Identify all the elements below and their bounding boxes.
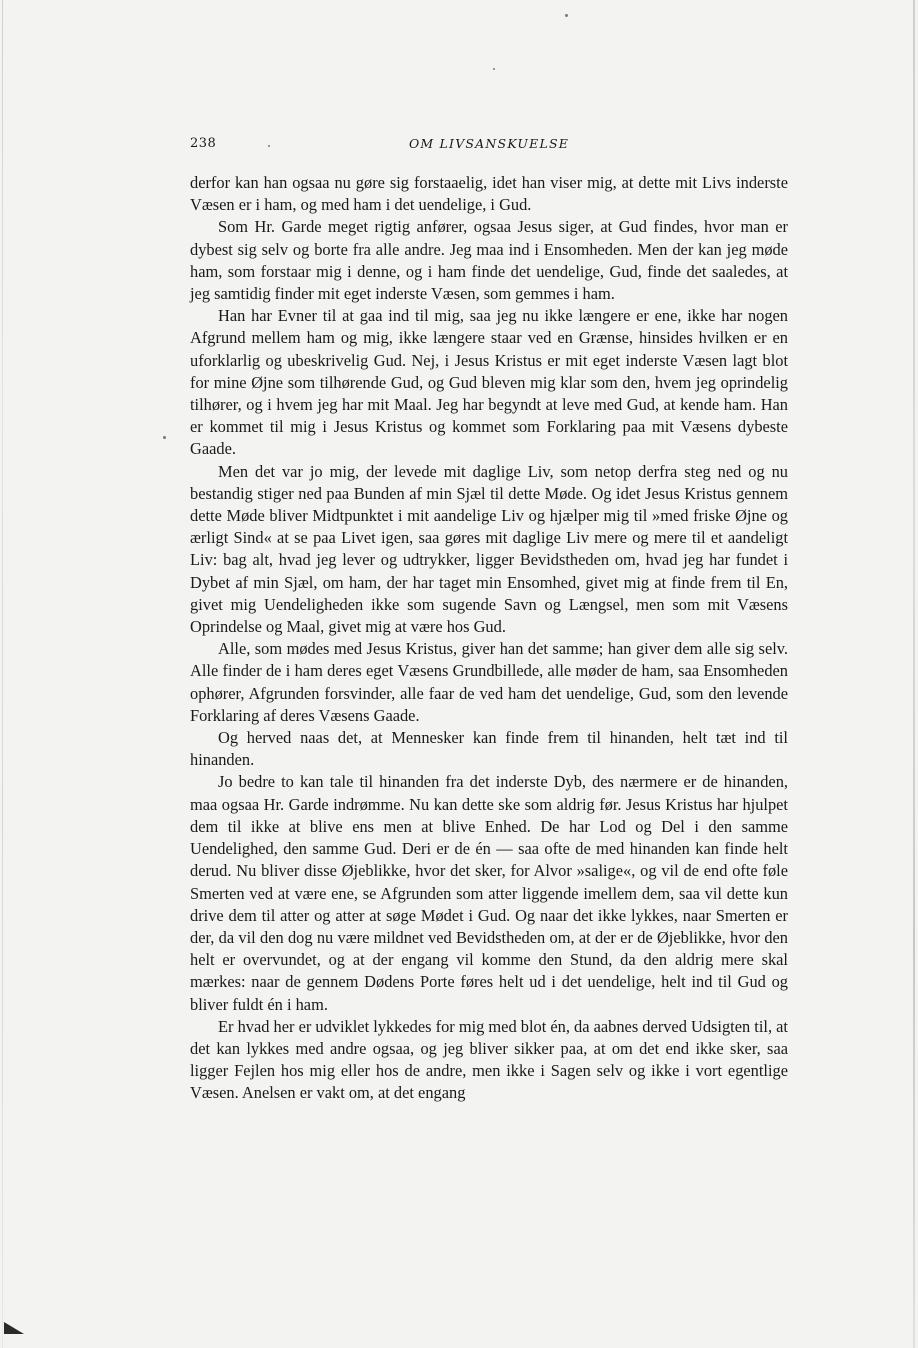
running-head xyxy=(190,132,788,158)
paragraph: Alle, som mødes med Jesus Kristus, giver han det samme; han giver dem alle sig selv. Alle finder de i ham deres eget Væsens Grundbillede, alle møder de ham, saa Ensomheden ophører, Afgrunden forsvinder, alle faar de ved ham det uendelige, Gud, som den levende Forklaring af deres Væsens Gaade. xyxy=(190,639,788,725)
scan-speck xyxy=(493,68,495,70)
book-page xyxy=(190,132,788,1105)
paragraph: Men det var jo mig, der levede mit daglige Liv, som netop derfra steg ned og nu bestandig stiger ned paa Bunden af min Sjæl til dette Møde. Og idet Jesus Kristus gennem dette Møde bliver Midtpunktet i mit aandelige Liv og hjælper mig til »med friske Øjne og ærligt Sind« at se paa Livet igen, saa gøres mit daglige Liv mere og mere til et aandeligt Liv: bag alt, hvad jeg lever og udtrykker, ligger Bevidstheden om, hvad jeg har fundet i Dybet af min Sjæl, om ham, der har taget min Ensomhed, givet mig at finde frem til En, givet mig Uendeligheden ikke som sugende Savn og Længsel, men som mit Væsens Oprindelse og Maal, givet mig at være hos Gud. xyxy=(190,461,788,637)
body-text xyxy=(190,172,788,1105)
paragraph: derfor kan han ogsaa nu gøre sig forstaaelig, idet han viser mig, at dette mit Livs inderste Væsen er i ham, og med ham i det uendelige, i Gud. xyxy=(190,173,788,215)
scan-speck xyxy=(163,436,166,439)
paragraph: Jo bedre to kan tale til hinanden fra det inderste Dyb, des nærmere er de hinanden, maa ogsaa Hr. Garde indrømme. Nu kan dette ske som aldrig før. Jesus Kristus har hjulpet dem til ikke at blive ens men at blive Enhed. De har Lod og Del i den samme Uendelighed, den samme Gud. Deri er de én — saa ofte de med hinanden kan finde helt derud. Nu bliver disse Øjeblikke, hvor det sker, for Alvor »salige«, og vil de end ofte føle Smerten ved at være ene, se Afgrunden som atter liggende imellem dem, saa vil dette kun drive dem til atter og atter at søge Mødet i Gud. Og naar det ikke lykkes, naar Smerten er der, da vil den dog nu være mildnet ved Bevidstheden om, at der er de Øjeblikke, hvor den helt er overvundet, og at der engang vil komme den Stund, da den aldrig mere skal mærkes: naar de gennem Dødens Porte føres helt ud i det uendelige, helt ind til Gud og bliver fuldt én i ham. xyxy=(190,772,788,1014)
scan-left-edge xyxy=(2,0,3,1348)
scan-corner-mark xyxy=(4,1322,24,1334)
paragraph: Han har Evner til at gaa ind til mig, saa jeg nu ikke længere er ene, ikke har nogen Afgrund mellem ham og mig, ikke længere staar ved en Grænse, hinsides hvilken er en uforklarlig og ubeskrivelig Gud. Nej, i Jesus Kristus er mit eget inderste Væsen lagt blot for mine Øjne som tilhørende Gud, og Gud bleven mig klar som den, hvem jeg oprindelig tilhører, og i hvem jeg har mit Maal. Jeg har begyndt at leve med Gud, at kende ham. Han er kommet til mig i Jesus Kristus og kommet som Forklaring paa mit Væsens dybeste Gaade. xyxy=(190,306,788,459)
running-title: OM LIVSANSKUELSE xyxy=(408,136,570,151)
page-number: 238 xyxy=(190,136,217,151)
paragraph: Som Hr. Garde meget rigtig anfører, ogsaa Jesus siger, at Gud findes, hvor man er dybest sig selv og borte fra alle andre. Jeg maa ind i Ensomheden. Men der kan jeg møde ham, som forstaar mig i denne, og i ham finde det uendelige, Gud, finde det saaledes, at jeg samtidig finder mit eget inderste Væsen, som gemmes i ham. xyxy=(190,217,788,304)
paragraph: Er hvad her er udviklet lykkedes for mig med blot én, da aabnes derved Udsigten til, at det kan lykkes med andre ogsaa, og jeg bliver sikker paa, at om det end ikke sker, saa ligger Fejlen hos mig eller hos de andre, men ikke i Sagen selv og ikke i vort egentlige Væsen. Anelsen er vakt om, at det engang xyxy=(190,1016,788,1103)
paragraph: Og herved naas det, at Mennesker kan finde frem til hinanden, helt tæt ind til hinanden. xyxy=(190,728,788,770)
scan-right-edge xyxy=(913,0,915,1348)
scan-speck xyxy=(565,14,568,17)
